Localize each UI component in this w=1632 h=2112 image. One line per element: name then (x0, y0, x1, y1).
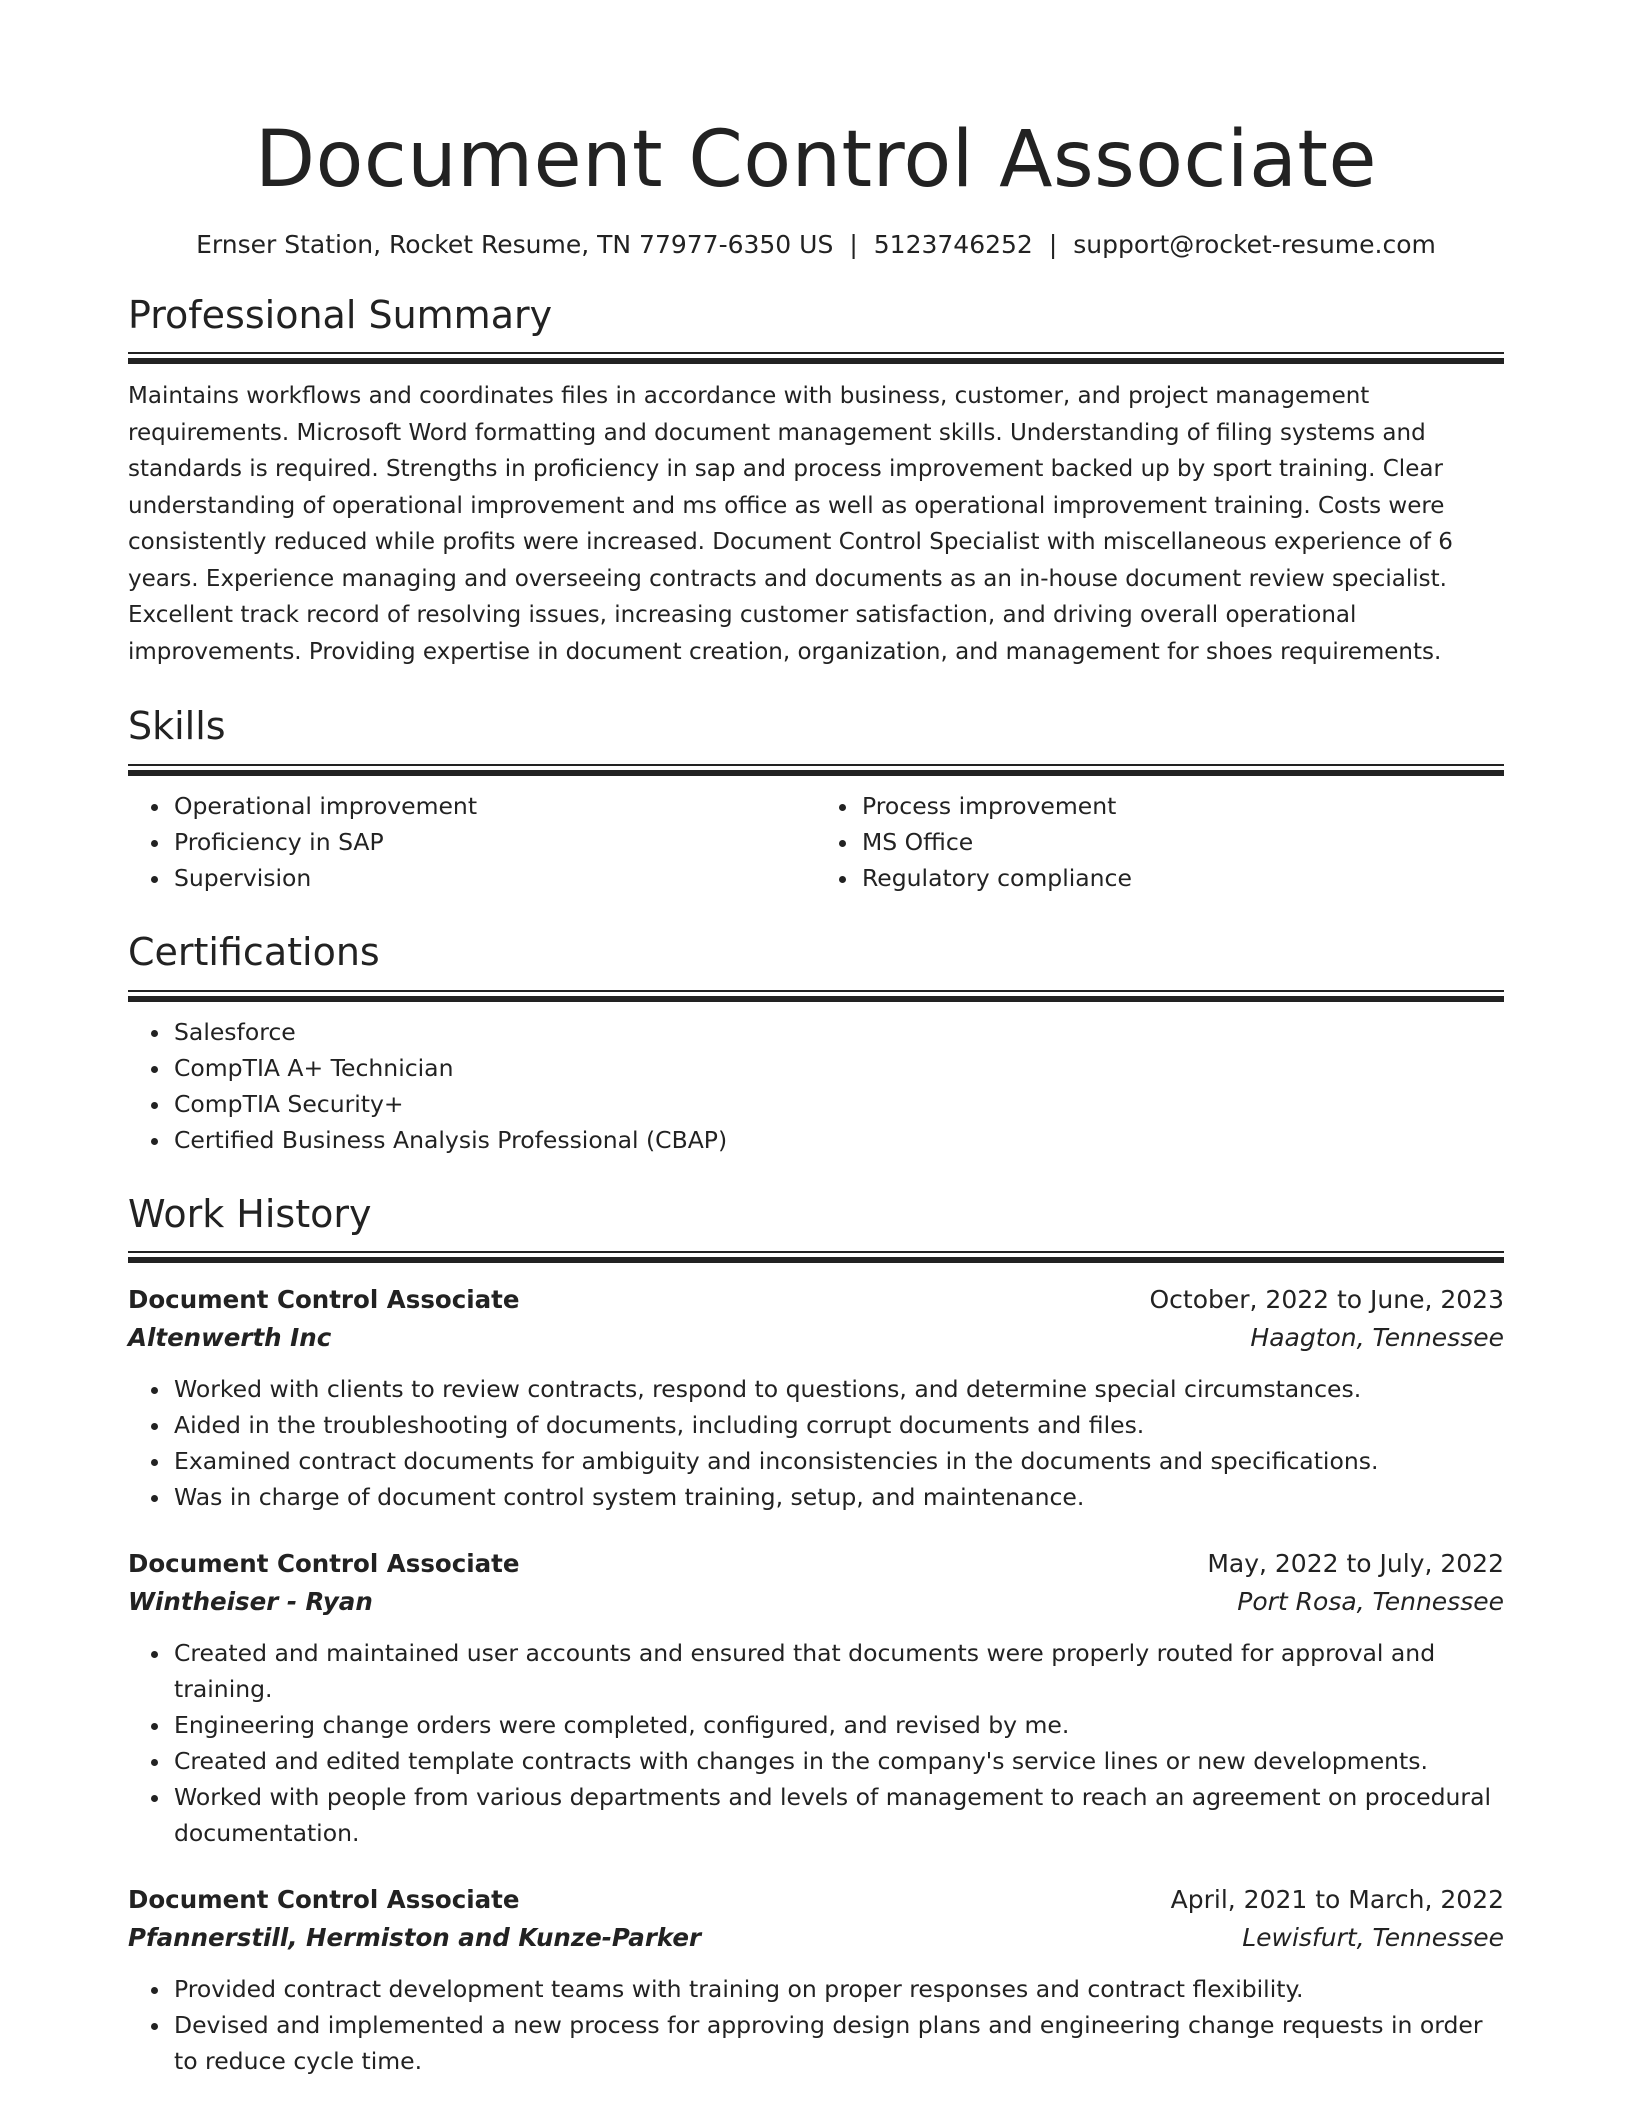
job-entry (128, 1545, 1504, 1851)
job-company: Wintheiser - Ryan (128, 1587, 373, 1617)
skills-column-left (128, 788, 816, 896)
job-title: Document Control Associate (128, 1885, 520, 1915)
section-divider (128, 1251, 1504, 1263)
job-title: Document Control Associate (128, 1285, 520, 1315)
section-title-summary: Professional Summary (128, 292, 553, 337)
job-subheader (128, 1583, 1504, 1621)
section-divider (128, 352, 1504, 364)
job-bullet: • Provided contract development teams with training on proper responses and contract flexibility. (172, 1971, 1504, 2007)
contact-phone: 5123746252 (873, 229, 1033, 259)
job-bullets (128, 1371, 1504, 1515)
skill-item: • Proficiency in SAP (172, 824, 816, 860)
skills-column-right (816, 788, 1504, 896)
skills-list (128, 788, 1504, 896)
section-title-work-history: Work History (128, 1191, 372, 1236)
section-divider (128, 990, 1504, 1002)
job-bullet: • Devised and implemented a new process for approving design plans and engineering change requests in order to reduce cycle time. (172, 2007, 1504, 2079)
job-bullet: • Aided in the troubleshooting of documents, including corrupt documents and files. (172, 1407, 1504, 1443)
job-company: Pfannerstill, Hermiston and Kunze-Parker (128, 1923, 702, 1953)
section-divider (128, 764, 1504, 776)
job-location: Haagton, Tennessee (1250, 1323, 1504, 1353)
contact-separator: | (1048, 229, 1058, 259)
job-header (128, 1881, 1504, 1919)
skill-item: • Regulatory compliance (860, 860, 1504, 896)
certification-item: • CompTIA A+ Technician (172, 1050, 1504, 1086)
job-header (128, 1545, 1504, 1583)
job-dates: October, 2022 to June, 2023 (1149, 1285, 1504, 1315)
section-title-skills: Skills (128, 704, 226, 749)
section-title-certifications: Certifications (128, 929, 380, 974)
certifications-list (128, 1014, 1504, 1158)
contact-separator: | (849, 229, 858, 259)
skill-item: • Operational improvement (172, 788, 816, 824)
job-location: Port Rosa, Tennessee (1237, 1587, 1504, 1617)
job-location: Lewisfurt, Tennessee (1242, 1923, 1504, 1953)
job-entry (128, 1281, 1504, 1515)
contact-address: Ernser Station, Rocket Resume, TN 77977-6350 US (196, 229, 834, 259)
job-bullet: • Engineering change orders were completed, configured, and revised by me. (172, 1707, 1504, 1743)
job-subheader (128, 1919, 1504, 1957)
job-bullets (128, 1971, 1504, 2079)
job-dates: May, 2022 to July, 2022 (1207, 1549, 1504, 1579)
skill-item: • MS Office (860, 824, 1504, 860)
certification-item: • CompTIA Security+ (172, 1086, 1504, 1122)
job-bullet: • Worked with clients to review contracts, respond to questions, and determine special circumstances. (172, 1371, 1504, 1407)
job-bullet: • Created and edited template contracts with changes in the company's service lines or new developments. (172, 1743, 1504, 1779)
job-bullet: • Was in charge of document control system training, setup, and maintenance. (172, 1479, 1504, 1515)
job-bullets (128, 1635, 1504, 1851)
summary-text: Maintains workflows and coordinates files in accordance with business, customer, and project management requirements. Microsoft Word formatting and document management skills. Understanding of filing systems and standards is required. Strengths in proficiency in sap and process improvement backed up by sport training. Clear understanding of operational improvement and ms office as well as operational improvement training. Costs were consistently reduced while profits were increased. Document Control Specialist with miscellaneous experience of 6 years. Experience managing and overseeing contracts and documents as an in-house document review specialist. Excellent track record of resolving issues, increasing customer satisfaction, and driving overall operational improvements. Providing expertise in document creation, organization, and management for shoes requirements. (128, 383, 1453, 665)
job-subheader (128, 1319, 1504, 1357)
job-header (128, 1281, 1504, 1319)
contact-email[interactable]: support@rocket-resume.com (1073, 229, 1436, 259)
job-title: Document Control Associate (128, 1549, 520, 1579)
skill-item: • Supervision (172, 860, 816, 896)
certification-item: • Certified Business Analysis Professional (CBAP) (172, 1122, 1504, 1158)
job-dates: April, 2021 to March, 2022 (1170, 1885, 1504, 1915)
skill-item: • Process improvement (860, 788, 1504, 824)
contact-line (128, 230, 1504, 259)
certification-item: • Salesforce (172, 1014, 1504, 1050)
job-entry (128, 1881, 1504, 2079)
resume-page (128, 115, 1504, 2079)
job-bullet: • Created and maintained user accounts and ensured that documents were properly routed for approval and training. (172, 1635, 1504, 1707)
job-bullet: • Worked with people from various departments and levels of management to reach an agreement on procedural documentation. (172, 1779, 1504, 1851)
job-bullet: • Examined contract documents for ambiguity and inconsistencies in the documents and specifications. (172, 1443, 1504, 1479)
resume-name: Document Control Associate (255, 115, 1377, 205)
job-company: Altenwerth Inc (128, 1323, 332, 1353)
